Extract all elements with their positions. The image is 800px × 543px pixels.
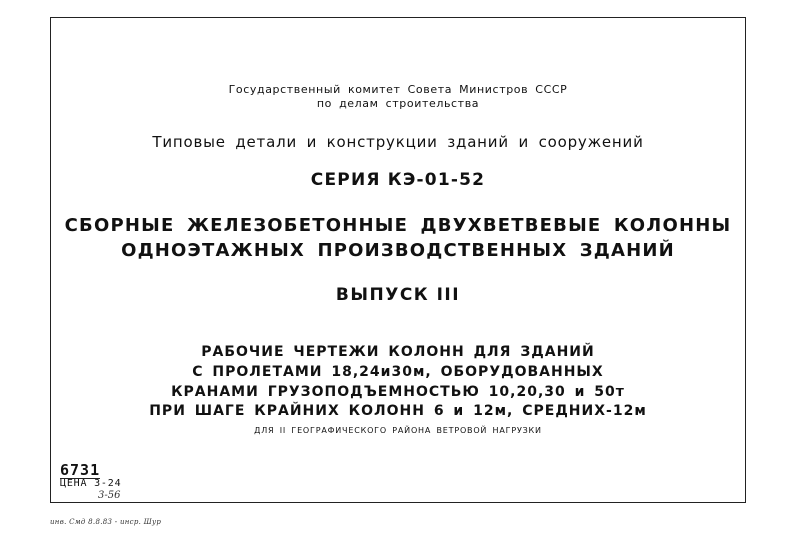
subtitle-line-3: КРАНАМИ ГРУЗОПОДЪЕМНОСТЬЮ 10,20,30 и 50т xyxy=(171,384,625,400)
org-line-1: Государственный комитет Совета Министров СССР xyxy=(228,83,568,96)
subtitle-line-4: ПРИ ШАГЕ КРАЙНИХ КОЛОНН 6 и 12м, СРЕДНИХ-12м xyxy=(149,403,647,419)
series-number: СЕРИЯ КЭ-01-52 xyxy=(310,170,486,190)
title-line-2: ОДНОЭТАЖНЫХ ПРОИЗВОДСТВЕННЫХ ЗДАНИЙ xyxy=(121,240,675,261)
subtitle-line-2: С ПРОЛЕТАМИ 18,24и30м, ОБОРУДОВАННЫХ xyxy=(192,364,604,380)
title-line-1: СБОРНЫЕ ЖЕЛЕЗОБЕТОННЫЕ ДВУХВЕТВЕВЫЕ КОЛОННЫ xyxy=(64,215,732,236)
catalog-number: 6731 xyxy=(60,461,101,479)
subtitle-line-1: РАБОЧИЕ ЧЕРТЕЖИ КОЛОНН ДЛЯ ЗДАНИЙ xyxy=(201,344,595,360)
org-line-2: по делам строительства xyxy=(316,97,480,110)
price-stamp: ЦЕНА 3-24 xyxy=(60,478,122,489)
inventory-signature: инв. Смд 8.8.83 - инср. Шур xyxy=(50,518,162,526)
issue-number: ВЫПУСК III xyxy=(335,285,461,305)
handwritten-price: 3-56 xyxy=(98,490,121,501)
series-type: Типовые детали и конструкции зданий и сооружений xyxy=(152,133,644,151)
wind-region-note: ДЛЯ II ГЕОГРАФИЧЕСКОГО РАЙОНА ВЕТРОВОЙ НАГРУЗКИ xyxy=(254,426,542,435)
